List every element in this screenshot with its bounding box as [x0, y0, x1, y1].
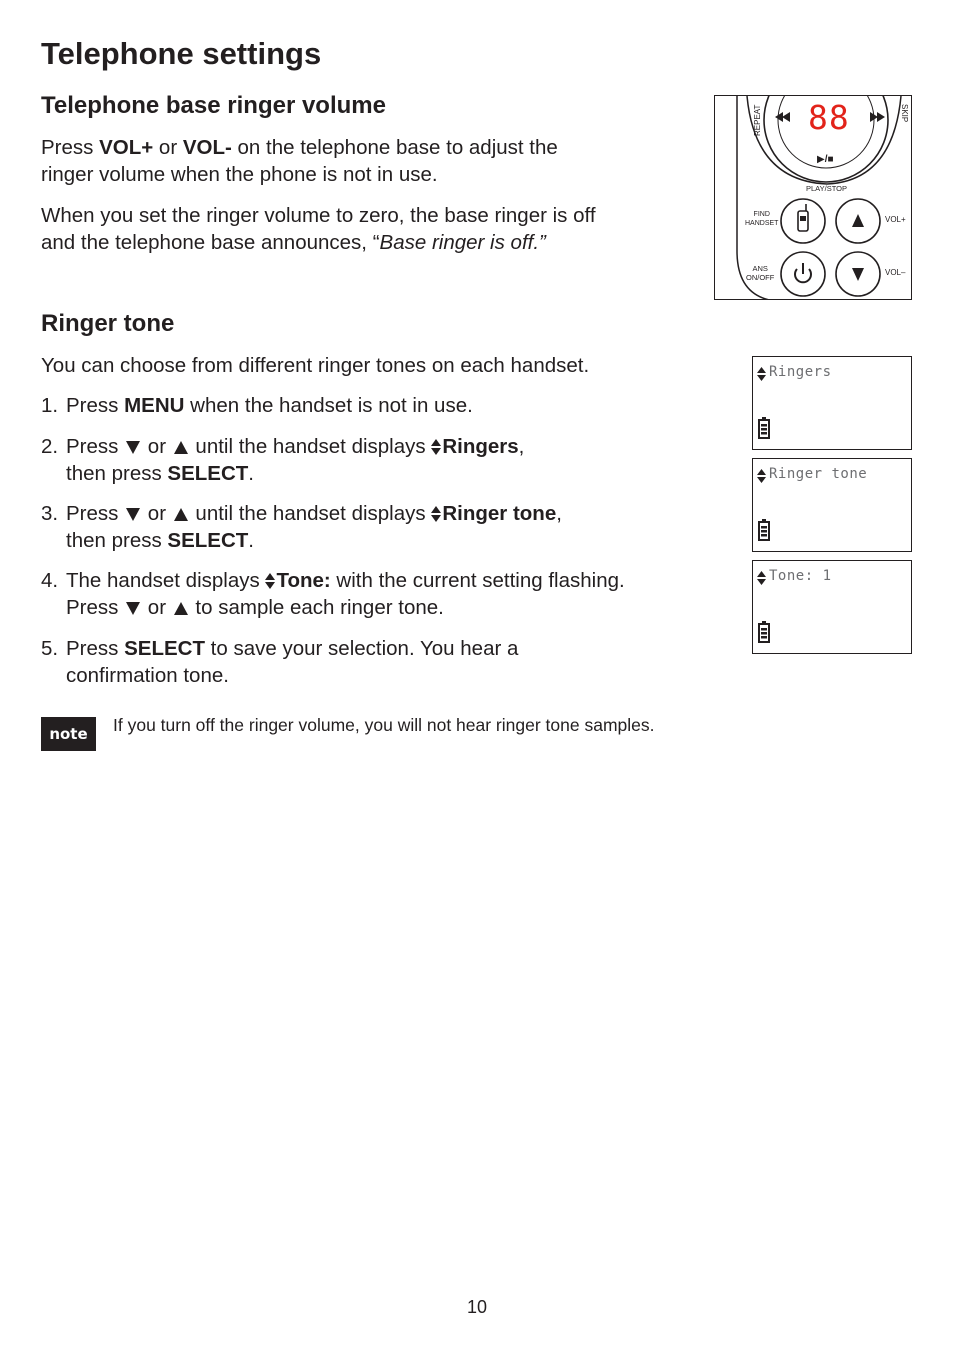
ringer-tone-intro: You can choose from different ringer tones on each handset. — [41, 354, 590, 377]
lcd-text: Tone: 1 — [769, 568, 832, 584]
step-2: 2. Press or until the handset displays Ringers, then press SELECT. — [41, 435, 525, 485]
vol-minus-key: VOL- — [182, 136, 232, 159]
note-badge: note — [41, 717, 96, 751]
up-arrow-icon — [174, 508, 188, 521]
play-stop-icon: ▶/■ — [817, 154, 834, 165]
lcd-screen-ringer-tone — [752, 458, 912, 552]
lcd-text: Ringers — [769, 364, 832, 380]
rewind-icon — [775, 112, 790, 122]
up-down-arrows-icon — [757, 469, 766, 483]
up-down-arrows-icon — [757, 367, 766, 381]
led-display: 88 — [808, 98, 850, 137]
down-arrow-icon — [126, 508, 140, 521]
step-5: 5. Press SELECT to save your selection. You hear a confirmation tone. — [41, 637, 519, 687]
step-1: 1. Press MENU when the handset is not in use. — [41, 394, 473, 417]
down-arrow-icon — [852, 268, 864, 281]
announcement-quote: Base ringer is off.” — [379, 231, 546, 254]
ans-onoff-label: ANS ON/OFF — [746, 264, 775, 282]
battery-icon — [758, 417, 770, 439]
fast-forward-icon — [870, 112, 885, 122]
note-text: If you turn off the ringer volume, you will not hear ringer tone samples. — [113, 715, 655, 735]
up-down-arrows-icon — [431, 439, 441, 455]
down-arrow-icon — [126, 441, 140, 454]
lcd-screen-ringers — [752, 356, 912, 450]
up-down-arrows-icon — [757, 571, 766, 585]
repeat-label: REPEAT — [753, 104, 762, 136]
section-heading-ringer-tone: Ringer tone — [41, 310, 175, 337]
play-stop-label: PLAY/STOP — [806, 184, 847, 193]
page-title: Telephone settings — [41, 36, 322, 71]
step-4: 4. The handset displays Tone: with the current setting flashing. Press or to sample each ringer tone. — [41, 569, 625, 619]
paragraph-volume-zero: When you set the ringer volume to zero, the base ringer is off and the telephone base announces, “Base ringer is off.” — [41, 204, 596, 254]
up-down-arrows-icon — [265, 573, 275, 589]
down-arrow-icon — [126, 602, 140, 615]
vol-minus-label: VOL– — [885, 268, 906, 277]
up-down-arrows-icon — [431, 506, 441, 522]
battery-icon — [758, 621, 770, 643]
up-arrow-icon — [174, 441, 188, 454]
lcd-screen-tone — [752, 560, 912, 654]
paragraph-vol-instructions: Press VOL+ or VOL- on the telephone base to adjust the ringer volume when the phone is not in use. — [41, 136, 558, 186]
up-arrow-icon — [852, 214, 864, 227]
vol-plus-label: VOL+ — [885, 215, 906, 224]
find-handset-label: FIND HANDSET — [745, 211, 779, 227]
page-number: 10 — [466, 1297, 488, 1317]
skip-label: SKIP — [900, 104, 909, 123]
step-3: 3. Press or until the handset displays Ringer tone, then press SELECT. — [41, 502, 562, 552]
lcd-text: Ringer tone — [769, 466, 868, 482]
telephone-base-illustration — [714, 95, 912, 300]
up-arrow-icon — [174, 602, 188, 615]
vol-plus-key: VOL+ — [99, 136, 154, 159]
battery-icon — [758, 519, 770, 541]
section-heading-base-ringer-volume: Telephone base ringer volume — [41, 92, 386, 119]
